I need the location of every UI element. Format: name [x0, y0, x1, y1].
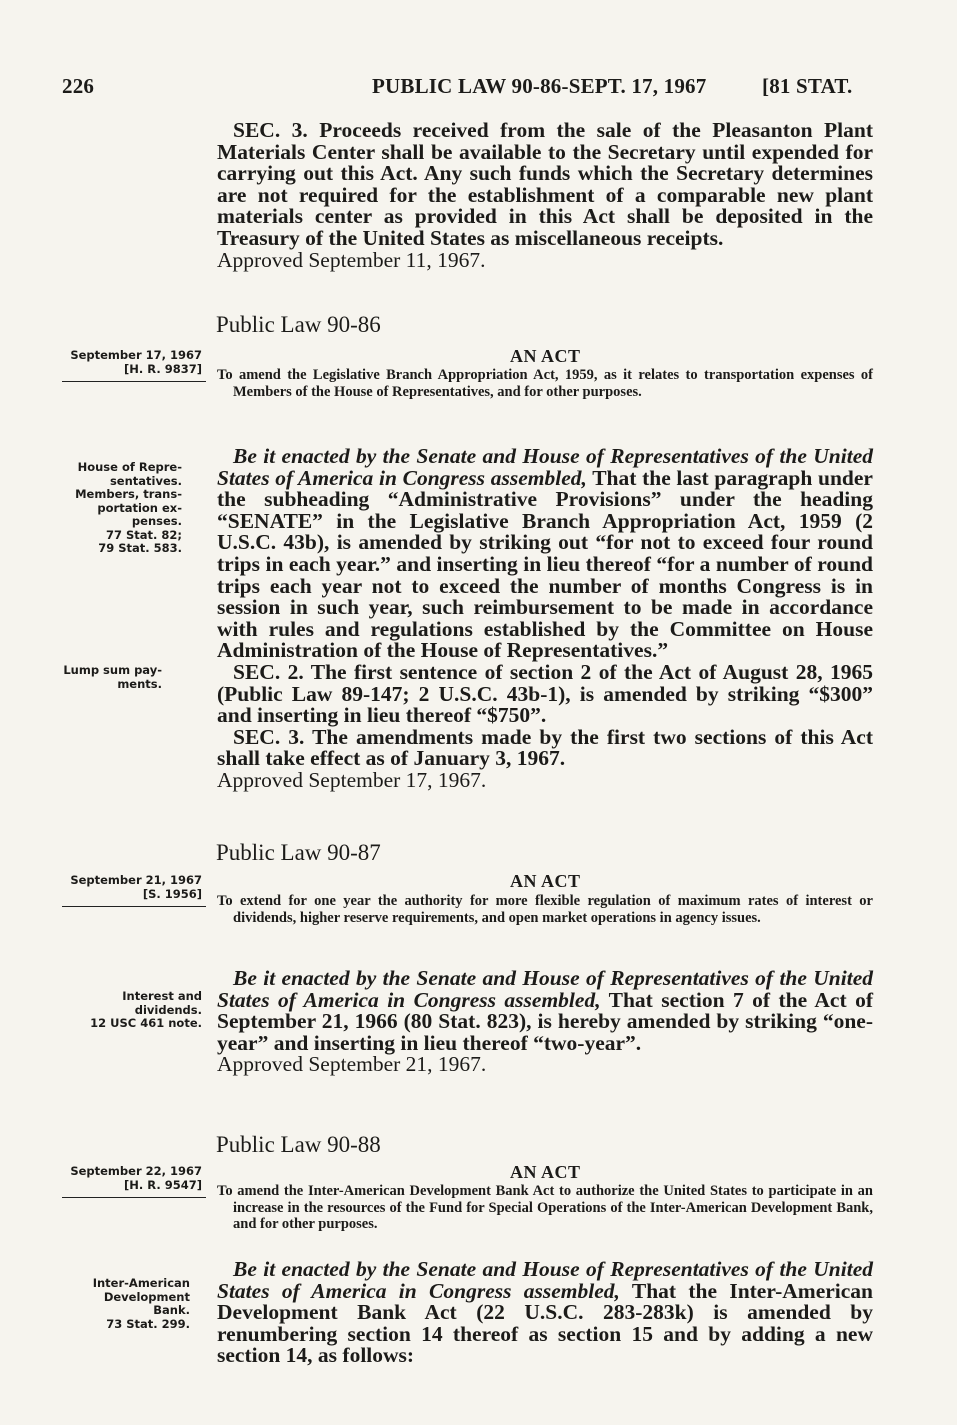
- margin-note-interest: Interest and dividends. 12 USC 461 note.: [90, 989, 202, 1030]
- section-text: The first sentence of section 2 of the Act of August 28, 1965 (Public Law 89-147; 2 U.S.C. 43b-1), is amended by striking “$300” and inserting in lieu thereof “$750”.: [217, 659, 873, 728]
- approved-line: Approved September 21, 1967.: [217, 1052, 487, 1077]
- act-label: AN ACT: [510, 1162, 581, 1182]
- long-title: To amend the Inter-American Development Bank Act to authorize the United States to participate in an increase in the resources of the Fund for Special Operations of the Inter-American Development Bank, and for other purposes.: [217, 1183, 873, 1232]
- margin-rule: [62, 1197, 206, 1198]
- public-law-90-88-title: Public Law 90-88: [216, 1132, 381, 1157]
- pl-90-86-body: [217, 446, 873, 792]
- pl-90-87-body: [217, 968, 873, 1076]
- section-label: SEC. 2.: [233, 659, 304, 684]
- page-number: 226: [62, 74, 95, 98]
- long-title: To amend the Legislative Branch Appropriation Act, 1959, as it relates to transportation expenses of Members of the House of Representatives, and for other purposes.: [217, 367, 873, 400]
- bill-note: [H. R. 9547]: [124, 1177, 202, 1192]
- bill-note: [H. R. 9837]: [124, 361, 202, 376]
- pl-90-87-date-note: [62, 874, 202, 901]
- running-title: PUBLIC LAW 90-86-SEPT. 17, 1967: [372, 74, 707, 98]
- pl-90-88-body: [217, 1259, 873, 1367]
- carryover-sec3: [217, 120, 873, 250]
- section-label: SEC. 3.: [233, 118, 308, 142]
- public-law-90-87-title: Public Law 90-87: [216, 840, 381, 865]
- approved-line: Approved September 17, 1967.: [217, 767, 487, 792]
- public-law-90-86-title: Public Law 90-86: [216, 312, 381, 337]
- act-label: AN ACT: [510, 346, 581, 366]
- section-label: SEC. 3.: [233, 724, 305, 749]
- enacting-clause: [217, 968, 873, 1054]
- act-label: AN ACT: [510, 871, 581, 891]
- margin-rule: [62, 906, 206, 907]
- enacting-italic: Be it enacted by the Senate and House of Representatives of the United States of America in Congress assembled,: [217, 966, 873, 1012]
- carryover-section: [217, 120, 873, 271]
- enacting-italic: Be it enacted by the Senate and House of Representatives of the United States of America in Congress assembled,: [217, 444, 873, 490]
- enacting-clause: [217, 1259, 873, 1367]
- date-note: September 22, 1967: [70, 1164, 202, 1178]
- carryover-approved: Approved September 11, 1967.: [217, 247, 486, 272]
- margin-rule: [62, 381, 206, 382]
- sec2: [217, 659, 873, 728]
- section-text: The amendments made by the first two sections of this Act shall take effect as of January 3, 1967.: [217, 724, 873, 771]
- enacting-text: That the Inter-American Development Bank Act (22 U.S.C. 283-283k) is amended by renumbering section 14 thereof as section 15 and by adding a new section 14, as follows:: [217, 1278, 874, 1368]
- volume-reference: [81 STAT.: [762, 74, 853, 98]
- pl-90-88-date-note: [62, 1165, 202, 1192]
- date-note: September 21, 1967: [70, 873, 202, 887]
- pl-90-86-date-note: [62, 349, 202, 376]
- enacting-italic: Be it enacted by the Senate and House of Representatives of the United States of America in Congress assembled,: [217, 1257, 873, 1303]
- margin-note-inter-american: Inter-American Development Bank. 73 Stat. 299.: [92, 1276, 190, 1331]
- sec3: [217, 724, 873, 771]
- date-note: September 17, 1967: [70, 348, 202, 362]
- section-text: Proceeds received from the sale of the Pleasanton Plant Materials Center shall be available to the Secretary until expended for carrying out this Act. Any such funds which the Secretary determines are not required for the establishment of a comparable new plant materials center as provided in this Act shall be deposited in the Treasury of the United States as miscellaneous receipts.: [217, 118, 873, 250]
- enacting-text: That the last paragraph under the subheading “Administrative Provisions” under the heading “SENATE” in the Legislative Branch Appropriation Act, 1959 (2 U.S.C. 43b), is amended by striking out “for not to exceed four round trips in each year.” and inserting in lieu thereof “for a number of round trips each year not to exceed the number of months Congress is in session in such year, such reimbursement to be made in accordance with rules and regulations established by the Committee on House Administration of the House of Representatives.”: [217, 465, 873, 663]
- margin-note-lump-sum: Lump sum pay- ments.: [63, 663, 162, 691]
- long-title: To extend for one year the authority for more flexible regulation of maximum rates of interest or dividends, higher reserve requirements, and open market operations in agency issues.: [217, 893, 873, 926]
- enacting-text: That section 7 of the Act of September 21, 1966 (80 Stat. 823), is hereby amended by striking “one-year” and inserting in lieu thereof “two-year”.: [217, 987, 873, 1055]
- bill-note: [S. 1956]: [142, 886, 202, 901]
- margin-note-house: House of Repre- sentatives. Members, trans- portation ex- penses. 77 Stat. 82; 79 Stat. 583.: [75, 460, 182, 555]
- enacting-clause: [217, 446, 873, 662]
